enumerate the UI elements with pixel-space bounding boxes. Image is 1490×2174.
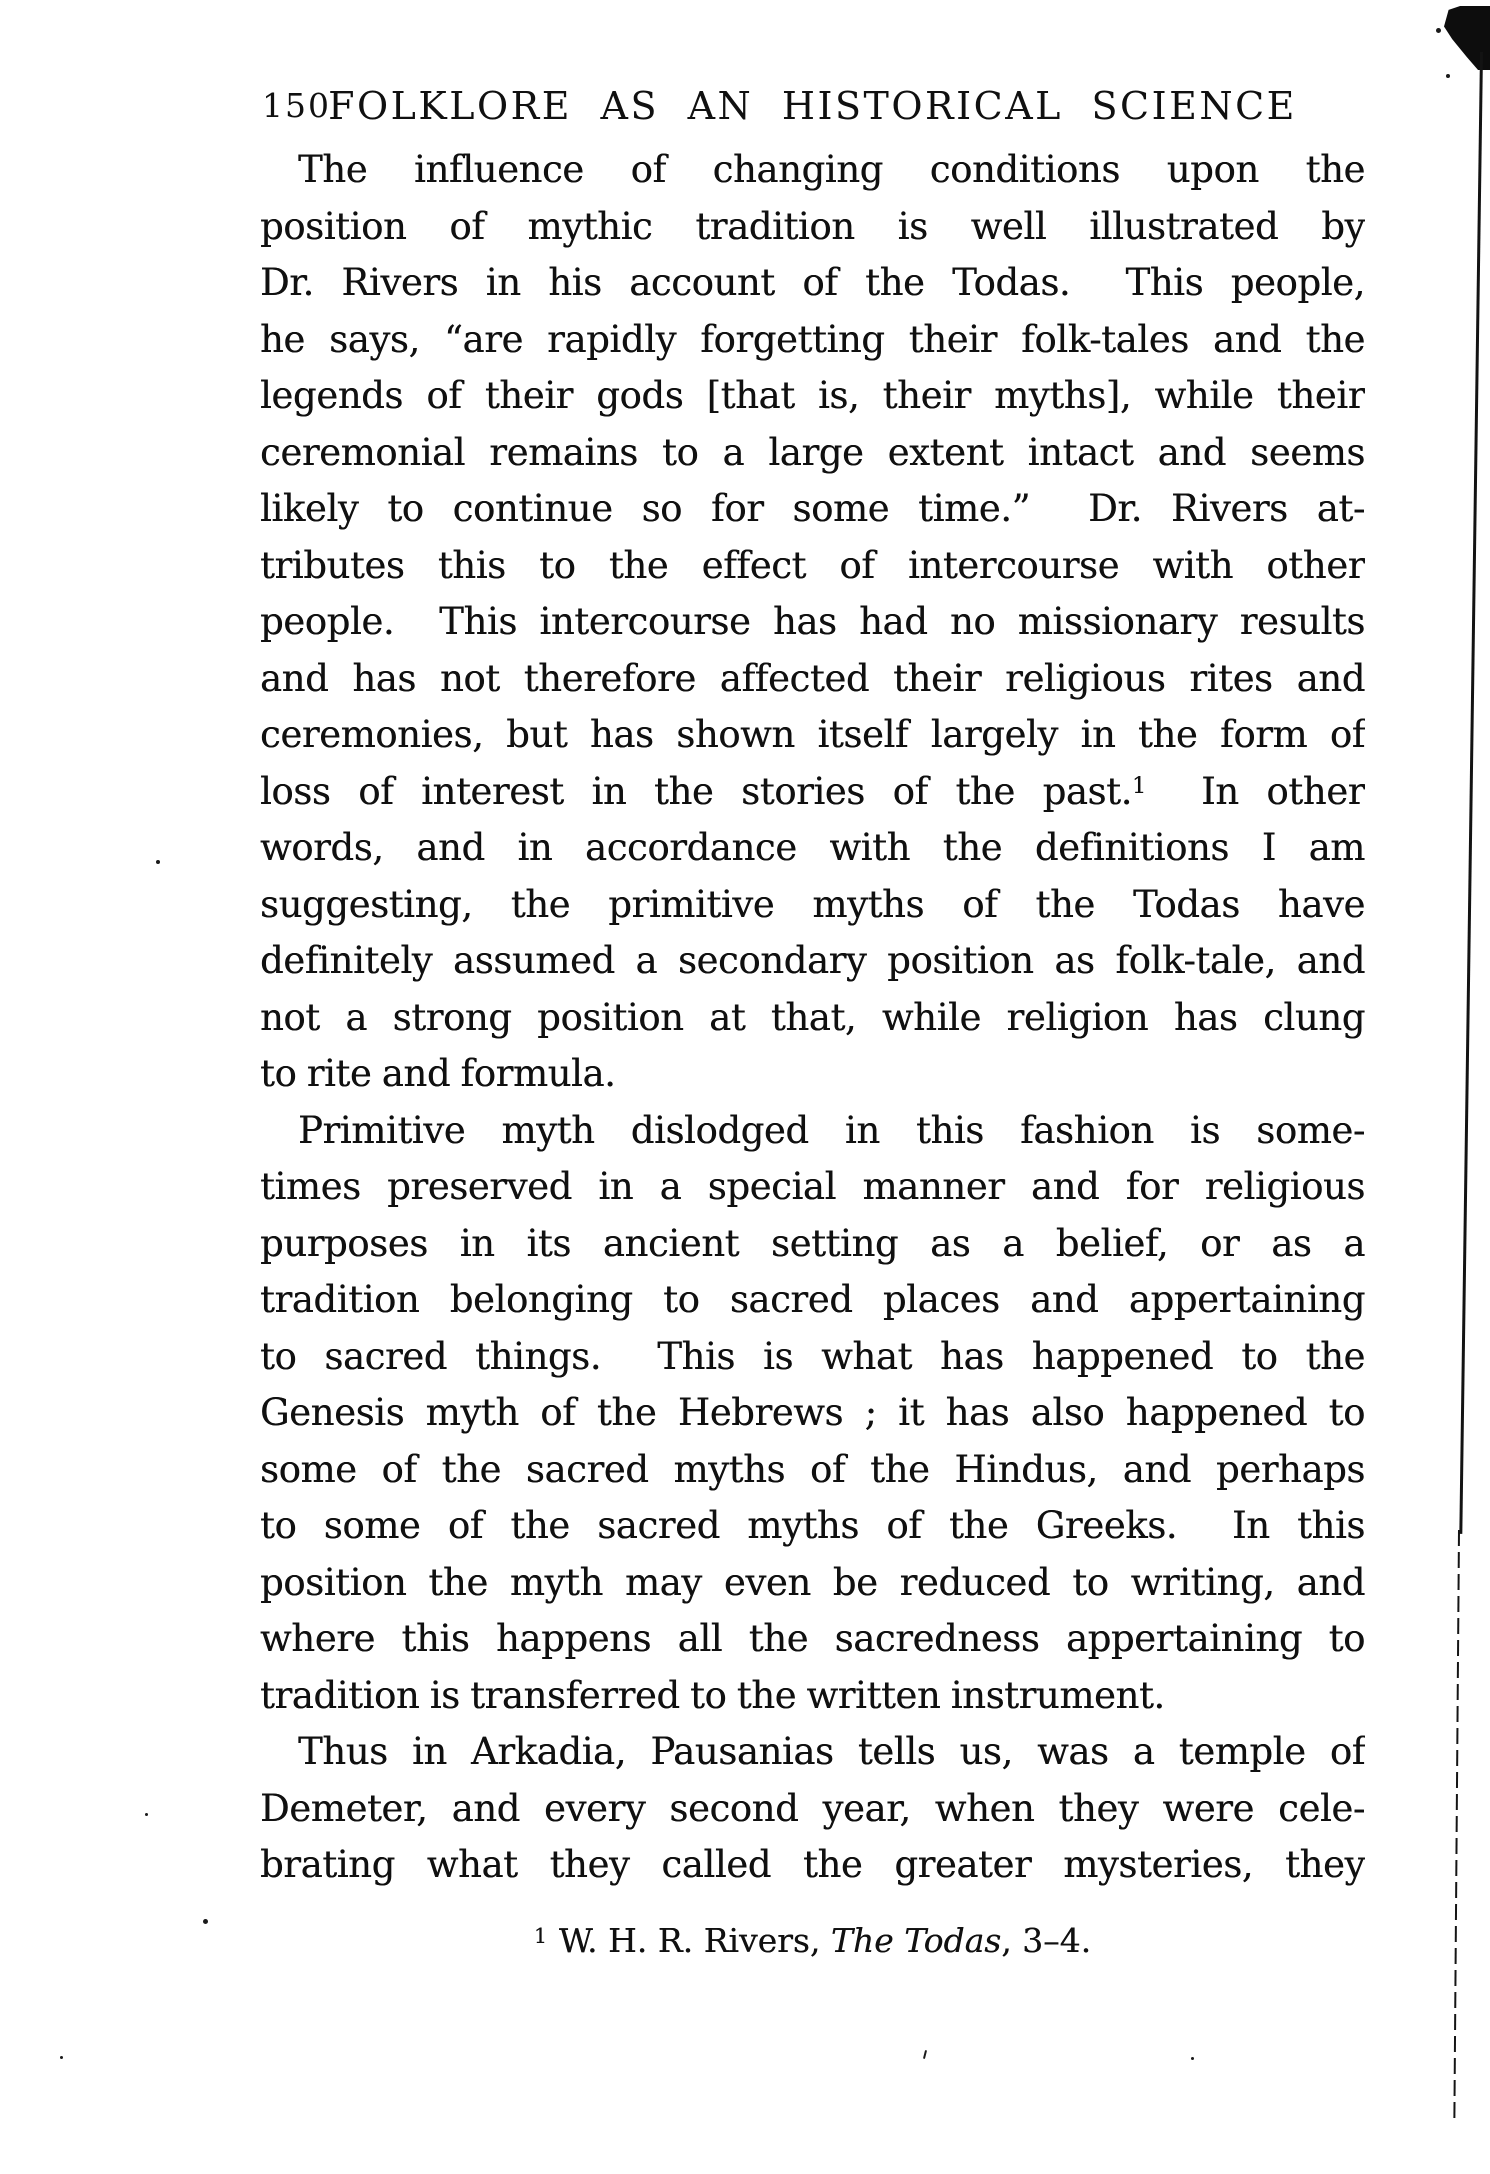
text-line: position the myth may even be reduced to writing, and xyxy=(260,1560,1365,1604)
text-line: position of mythic tradition is well illustrated by xyxy=(260,204,1365,248)
text-line: Primitive myth dislodged in this fashion is some- xyxy=(298,1108,1365,1152)
text-line: purposes in its ancient setting as a belief, or as a xyxy=(260,1221,1365,1265)
ink-blotch-top-right xyxy=(1444,6,1490,70)
vertical-scratch-right-edge xyxy=(1459,52,1483,1534)
text-line: suggesting, the primitive myths of the Todas have xyxy=(260,882,1365,926)
footnote-text: W. H. R. Rivers, xyxy=(558,1921,831,1961)
text-line: times preserved in a special manner and for religious xyxy=(260,1165,1365,1208)
text-segment: loss of interest in the stories of the past. xyxy=(260,769,1132,813)
vertical-scratch-right-edge-lower xyxy=(1453,1530,1460,2118)
text-line: to some of the sacred myths of the Greeks. In this xyxy=(260,1504,1365,1547)
footnote xyxy=(260,1908,1365,1964)
text-line: he says, “are rapidly forgetting their folk-tales and the xyxy=(260,317,1365,361)
ink-speckle xyxy=(203,1919,208,1924)
text-line: tradition is transferred to the written instrument. xyxy=(260,1673,1165,1717)
page-header xyxy=(260,84,1365,128)
text-line: definitely assumed a secondary position as folk-tale, and xyxy=(260,939,1365,982)
text-line: where this happens all the sacredness appertaining to xyxy=(260,1617,1365,1660)
text-line: Genesis myth of the Hebrews ; it has also happened to xyxy=(260,1391,1365,1434)
text-line: Demeter, and every second year, when they were cele- xyxy=(260,1786,1365,1830)
ink-speckle xyxy=(60,2056,63,2059)
text-line: brating what they called the greater mysteries, they xyxy=(260,1843,1365,1886)
text-line: tradition belonging to sacred places and appertaining xyxy=(260,1278,1365,1321)
text-line: The influence of changing conditions upon the xyxy=(298,148,1365,191)
text-line: Thus in Arkadia, Pausanias tells us, was a temple of xyxy=(298,1730,1365,1773)
ink-speckle xyxy=(1446,74,1450,78)
footnote-reference-marker: 1 xyxy=(1131,772,1146,799)
footnote-book-title: The Todas xyxy=(830,1921,1002,1961)
text-segment: In other xyxy=(1145,769,1365,813)
ink-speckle xyxy=(145,1813,148,1816)
text-line: to rite and formula. xyxy=(260,1052,616,1095)
body-text xyxy=(260,142,1365,1894)
ink-speckle xyxy=(156,860,160,864)
text-line: ceremonies, but has shown itself largely in the form of xyxy=(260,713,1365,756)
text-line: to sacred things. This is what has happened to the xyxy=(260,1334,1365,1378)
text-line: Dr. Rivers in his account of the Todas. This people, xyxy=(260,261,1365,304)
ink-speckle xyxy=(923,2050,927,2059)
ink-speckle xyxy=(1436,28,1441,33)
text-line: likely to continue so for some time.” Dr. Rivers at- xyxy=(260,487,1365,530)
running-title: FOLKLORE AS AN HISTORICAL SCIENCE xyxy=(328,84,1297,128)
footnote-pages: , 3–4. xyxy=(1001,1921,1092,1961)
text-line: not a strong position at that, while religion has clung xyxy=(260,995,1365,1039)
text-line: legends of their gods [that is, their myths], while their xyxy=(260,374,1365,417)
ink-speckle xyxy=(1191,2057,1194,2060)
footnote-marker: 1 xyxy=(533,1924,547,1948)
text-line-with-footnote-ref xyxy=(260,764,1365,821)
text-line: words, and in accordance with the definitions I am xyxy=(260,826,1365,869)
text-line: people. This intercourse has had no missionary results xyxy=(260,600,1365,643)
page-number: 150 xyxy=(262,86,331,125)
text-line: ceremonial remains to a large extent intact and seems xyxy=(260,430,1365,474)
text-line: tributes this to the effect of intercourse with other xyxy=(260,543,1365,587)
text-line: some of the sacred myths of the Hindus, and perhaps xyxy=(260,1447,1365,1491)
text-line: and has not therefore affected their religious rites and xyxy=(260,656,1365,700)
